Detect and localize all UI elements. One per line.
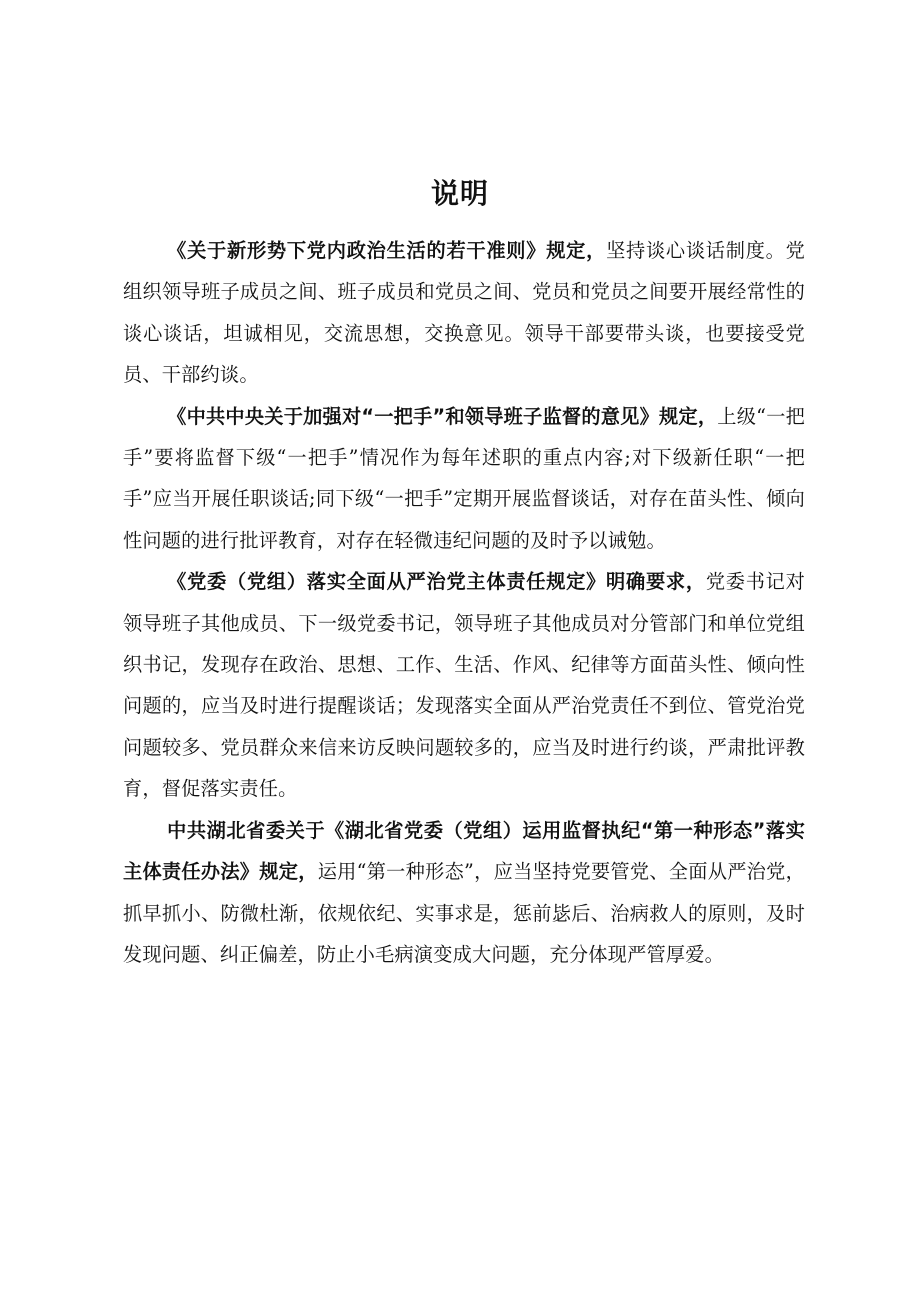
page-title: 说明 — [430, 177, 489, 210]
paragraph-leader-supervision — [123, 396, 805, 562]
paragraph-lead: 中共湖北省委关于《湖北省党委（党组）运用监督执纪“第一种形态”落实主体责任办法》规定， — [123, 818, 805, 884]
paragraph-responsibility — [123, 561, 805, 809]
paragraph-hubei-measures — [123, 810, 805, 976]
paragraph-lead: 《中共中央关于加强对“一把手”和领导班子监督的意见》规定， — [167, 404, 718, 428]
paragraph-text: 党委书记对领导班子其他成员、下一级党委书记，领导班子其他成员对分管部门和单位党组织书记，发现存在政治、思想、工作、生活、作风、纪律等方面苗头性、倾向性问题的，应当及时进行提醒谈话；发现落实全面从严治党责任不到位、管党治党问题较多、党员群众来信来访反映问题较多的，应当及时进行约谈，严肃批评教育，督促落实责任。 — [123, 570, 805, 801]
paragraph-lead: 《党委（党组）落实全面从严治党主体责任规定》明确要求， — [167, 570, 706, 594]
document-body — [123, 230, 805, 975]
paragraph-guidelines — [123, 230, 805, 396]
paragraph-text: 上级“一把手”要将监督下级“一把手”情况作为每年述职的重点内容;对下级新任职“一把手”应当开展任职谈话;同下级“一把手”定期开展监督谈话，对存在苗头性、倾向性问题的进行批评教育，对存在轻微违纪问题的及时予以诫勉。 — [123, 404, 805, 552]
paragraph-text: 运用“第一种形态”，应当坚持党要管党、全面从严治党，抓早抓小、防微杜渐，依规依纪、实事求是，惩前毖后、治病救人的原则，及时发现问题、纠正偏差，防止小毛病演变成大问题，充分体现严管厚爱。 — [123, 860, 806, 966]
paragraph-text: 坚持谈心谈话制度。党组织领导班子成员之间、班子成员和党员之间、党员和党员之间要开展经常性的谈心谈话，坦诚相见，交流思想，交换意见。领导干部要带头谈，也要接受党员、干部约谈。 — [123, 239, 805, 387]
paragraph-lead: 《关于新形势下党内政治生活的若干准则》规定， — [167, 239, 607, 262]
